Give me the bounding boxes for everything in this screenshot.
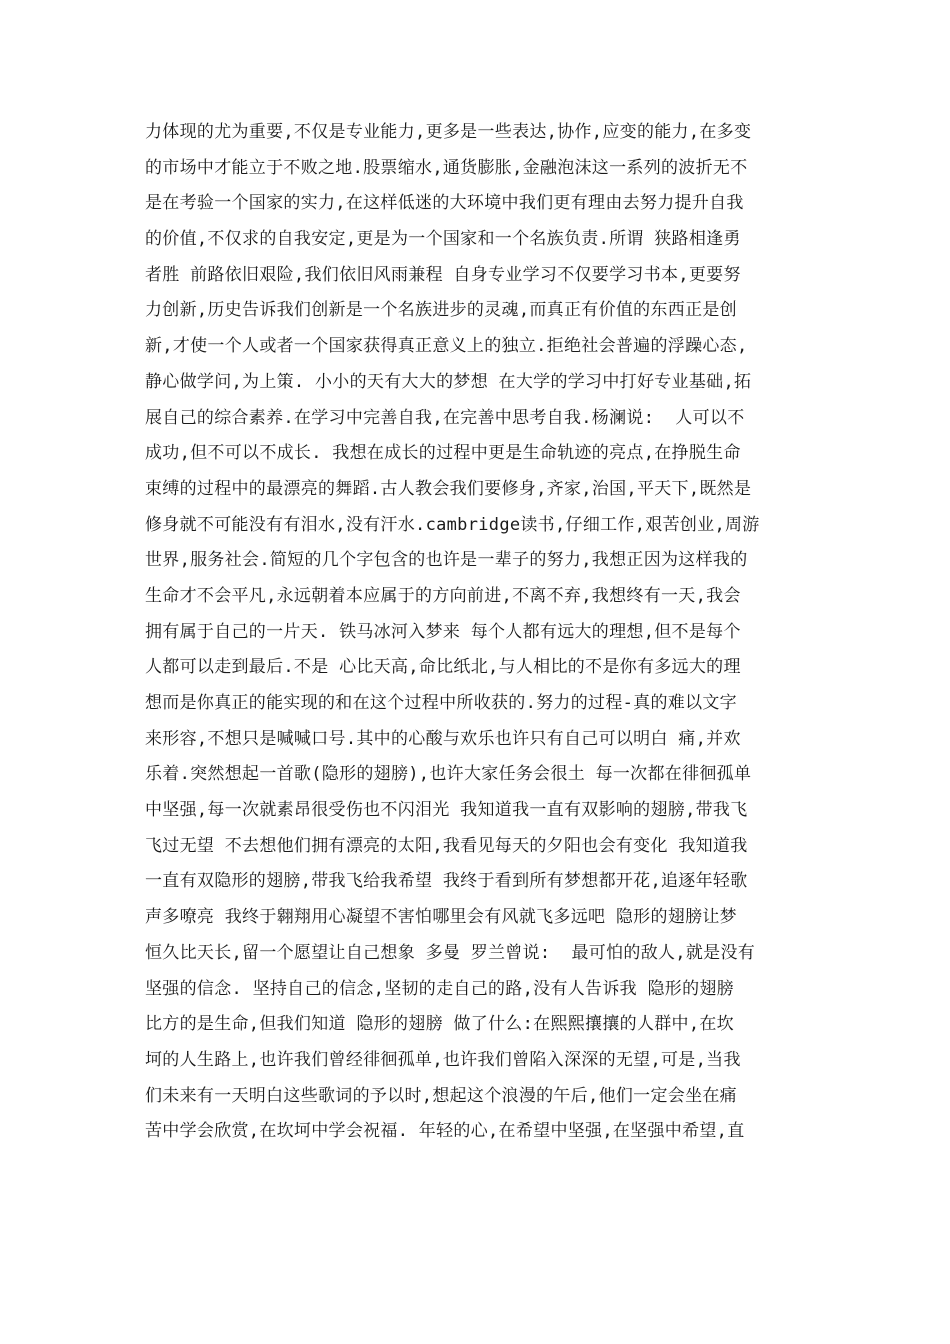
text-line: 展自己的综合素养.在学习中完善自我,在完善中思考自我.杨澜说: 人可以不 xyxy=(145,407,745,428)
text-line: 坷的人生路上,也许我们曾经徘徊孤单,也许我们曾陷入深深的无望,可是,当我 xyxy=(145,1049,741,1070)
text-line: 坚强的信念. 坚持自己的信念,坚韧的走自己的路,没有人告诉我 隐形的翅膀 xyxy=(145,978,734,999)
text-line: 们未来有一天明白这些歌词的予以时,想起这个浪漫的午后,他们一定会坐在痛 xyxy=(145,1085,737,1106)
text-line: 修身就不可能没有有泪水,没有汗水.cambridge读书,仔细工作,艰苦创业,周游 xyxy=(145,514,760,535)
text-line: 的市场中才能立于不败之地.股票缩水,通货膨胀,金融泡沫这一系列的波折无不 xyxy=(145,157,748,178)
text-line: 想而是你真正的能实现的和在这个过程中所收获的.努力的过程-真的难以文字 xyxy=(145,693,737,713)
text-line: 者胜 前路依旧艰险,我们依旧风雨兼程 自身专业学习不仅要学习书本,更要努 xyxy=(145,264,741,285)
text-line: 世界,服务社会.简短的几个字包含的也许是一辈子的努力,我想正因为这样我的 xyxy=(145,550,748,571)
text-line: 恒久比天长,留一个愿望让自己想象 多曼 罗兰曾说: 最可怕的敌人,就是没有 xyxy=(145,942,756,963)
text-line: 静心做学问,为上策. 小小的天有大大的梦想 在大学的学习中打好专业基础,拓 xyxy=(145,371,752,392)
text-line: 一直有双隐形的翅膀,带我飞给我希望 我终于看到所有梦想都开花,追逐年轻歌 xyxy=(145,871,748,892)
text-line: 力创新,历史告诉我们创新是一个名族进步的灵魂,而真正有价值的东西正是创 xyxy=(145,300,737,321)
text-line: 拥有属于自己的一片天. 铁马冰河入梦来 每个人都有远大的理想,但不是每个 xyxy=(145,621,741,642)
text-line: 飞过无望 不去想他们拥有漂亮的太阳,我看见每天的夕阳也会有变化 我知道我 xyxy=(145,835,748,856)
body-text xyxy=(145,115,805,1150)
text-line: 是在考验一个国家的实力,在这样低迷的大环境中我们更有理由去努力提升自我 xyxy=(145,193,744,214)
text-line: 人都可以走到最后.不是 心比天高,命比纸北,与人相比的不是你有多远大的理 xyxy=(145,657,741,678)
text-line: 声多嘹亮 我终于翱翔用心凝望不害怕哪里会有风就飞多远吧 隐形的翅膀让梦 xyxy=(145,907,737,928)
text-line: 中坚强,每一次就素昂很受伤也不闪泪光 我知道我一直有双影响的翅膀,带我飞 xyxy=(145,800,748,821)
text-line: 比方的是生命,但我们知道 隐形的翅膀 做了什么:在熙熙攘攘的人群中,在坎 xyxy=(145,1014,734,1035)
text-line: 新,才使一个人或者一个国家获得真正意义上的独立.拒绝社会普遍的浮躁心态, xyxy=(145,336,748,357)
text-line: 成功,但不可以不成长. 我想在成长的过程中更是生命轨迹的亮点,在挣脱生命 xyxy=(145,443,741,464)
text-line: 束缚的过程中的最漂亮的舞蹈.古人教会我们要修身,齐家,治国,平天下,既然是 xyxy=(145,478,752,499)
text-line: 乐着.突然想起一首歌(隐形的翅膀),也许大家任务会很土 每一次都在徘徊孤单 xyxy=(145,764,752,785)
text-line: 的价值,不仅求的自我安定,更是为一个国家和一个名族负责.所谓 狭路相逢勇 xyxy=(145,229,741,250)
text-line: 苦中学会欣赏,在坎坷中学会祝福. 年轻的心,在希望中坚强,在坚强中希望,直 xyxy=(145,1121,745,1142)
text-line: 生命才不会平凡,永远朝着本应属于的方向前进,不离不弃,我想终有一天,我会 xyxy=(145,585,741,606)
text-line: 来形容,不想只是喊喊口号.其中的心酸与欢乐也许只有自己可以明白 痛,并欢 xyxy=(145,728,741,749)
text-line: 力体现的尤为重要,不仅是专业能力,更多是一些表达,协作,应变的能力,在多变 xyxy=(145,122,752,142)
